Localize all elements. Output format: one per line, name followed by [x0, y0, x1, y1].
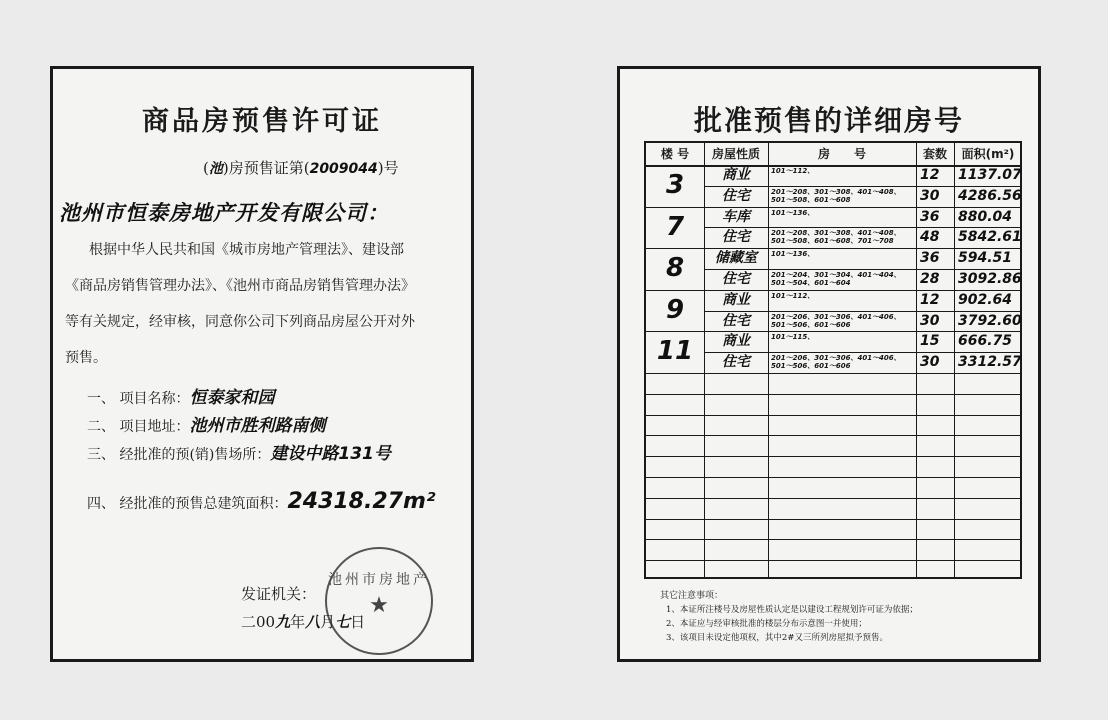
- floor-area: 594.51: [958, 250, 1013, 267]
- floor-area: 4286.56: [958, 187, 1022, 204]
- header-type: 房屋性质: [711, 147, 760, 161]
- set-count: 12: [920, 291, 940, 308]
- header-building: 楼 号: [660, 147, 690, 161]
- official-seal-stamp: 池州市房地产 ★: [325, 547, 433, 655]
- floor-area: 902.64: [958, 291, 1013, 308]
- floor-area: 880.04: [958, 208, 1013, 225]
- room-numbers: 101～112、: [771, 291, 815, 300]
- building-number: 3: [665, 170, 685, 200]
- room-table: [644, 141, 1022, 579]
- property-type: 商业: [722, 291, 750, 308]
- cert-number: 2009044: [309, 161, 378, 177]
- room-numbers: 101～112、: [771, 167, 815, 175]
- header-rooms: 房 号: [817, 147, 866, 161]
- room-numbers: 201～206、301～306、401～406、 501～506、601～606: [771, 354, 901, 371]
- item-project-address: 二、 项目地址：池州市胜利路南侧: [87, 416, 326, 436]
- floor-area: 3092.86: [958, 271, 1022, 287]
- table-row-divider: [646, 498, 1020, 499]
- property-type: 车库: [722, 208, 750, 225]
- header-area: 面积(m²): [961, 147, 1015, 161]
- set-count: 30: [920, 187, 940, 204]
- stamp-star-icon: ★: [369, 593, 389, 618]
- table-row-divider: [646, 519, 1020, 520]
- table-row-divider: [646, 415, 1020, 416]
- set-count: 48: [920, 229, 940, 246]
- floor-area: 3792.60: [958, 312, 1022, 329]
- property-type: 住宅: [722, 229, 750, 246]
- property-type: 住宅: [722, 187, 750, 204]
- body-line-2: 《商品房销售管理办法》、《池州市商品房销售管理办法》: [65, 278, 415, 294]
- issue-date: 二00九年八月七日: [241, 613, 366, 631]
- property-type: 住宅: [722, 271, 750, 287]
- property-type: 商业: [722, 333, 750, 350]
- cert-prefix: 池: [208, 161, 223, 177]
- body-line-3: 等有关规定，经审核，同意你公司下列商品房屋公开对外: [65, 314, 415, 330]
- company-name: 池州市恒泰房地产开发有限公司：: [59, 201, 389, 225]
- building-number: 11: [656, 336, 694, 367]
- issuer-label: 发证机关：: [241, 585, 317, 603]
- permit-certificate-panel: [50, 66, 474, 662]
- note-item: 3、该项目未设定他项权，其中2#又三所列房屋拟予预售。: [666, 633, 888, 643]
- room-numbers: 201～204、301～304、401～404、 501～504、601～604: [771, 271, 901, 287]
- item-total-area: 四、 经批准的预售总建筑面积：24318.27m²: [87, 489, 436, 514]
- room-numbers: 201～206、301～306、401～406、 501～506、601～606: [771, 312, 901, 329]
- set-count: 28: [920, 271, 940, 287]
- note-item: 2、本证应与经审核批准的楼层分布示意图一并使用；: [666, 619, 867, 629]
- table-row-divider: [646, 560, 1020, 561]
- property-type: 商业: [722, 167, 750, 183]
- item-sales-location: 三、 经批准的预(销)售场所：建设中路131号: [87, 444, 391, 464]
- floor-area: 5842.61: [958, 229, 1022, 246]
- notes-block: [660, 589, 918, 645]
- room-numbers: 101～136、: [771, 250, 815, 259]
- body-line-1: 根据中华人民共和国《城市房地产管理法》、建设部: [89, 242, 404, 258]
- certificate-number-line: (池)房预售证第(2009044)号: [203, 159, 399, 177]
- table-row-divider: [646, 435, 1020, 436]
- set-count: 15: [920, 333, 940, 350]
- table-row-divider: [646, 394, 1020, 395]
- table-header: [646, 143, 1020, 167]
- room-numbers: 101～136、: [771, 208, 815, 217]
- property-type: 储藏室: [715, 250, 757, 267]
- set-count: 36: [920, 208, 940, 225]
- set-count: 30: [920, 354, 940, 371]
- set-count: 36: [920, 250, 940, 267]
- body-line-4: 预售。: [65, 350, 107, 366]
- certificate-title: 商品房预售许可证: [142, 106, 382, 137]
- room-details-panel: [617, 66, 1041, 662]
- floor-area: 1137.07: [958, 167, 1022, 183]
- room-details-title: 批准预售的详细房号: [693, 104, 964, 137]
- set-count: 30: [920, 312, 940, 329]
- building-number: 8: [665, 253, 685, 284]
- room-numbers: 201～208、301～308、401～408、 501～508、601～608、701～708: [771, 229, 901, 246]
- table-row-divider: [646, 477, 1020, 478]
- building-number: 9: [665, 294, 685, 325]
- floor-area: 3312.57: [958, 354, 1022, 371]
- header-sets: 套数: [922, 147, 947, 161]
- notes-title: 其它注意事项：: [660, 591, 724, 601]
- set-count: 12: [920, 167, 940, 183]
- floor-area: 666.75: [958, 333, 1013, 350]
- table-row-divider: [646, 539, 1020, 540]
- table-row-divider: [646, 456, 1020, 457]
- note-item: 1、本证所注楼号及房屋性质认定是以建设工程规划许可证为依据；: [666, 605, 918, 615]
- property-type: 住宅: [722, 312, 750, 329]
- property-type: 住宅: [722, 354, 750, 371]
- room-numbers: 201～208、301～308、401～408、 501～508、601～608: [771, 187, 901, 204]
- item-project-name: 一、 项目名称：恒泰家和园: [87, 388, 275, 408]
- room-numbers: 101～115、: [771, 333, 815, 342]
- building-number: 7: [665, 211, 685, 242]
